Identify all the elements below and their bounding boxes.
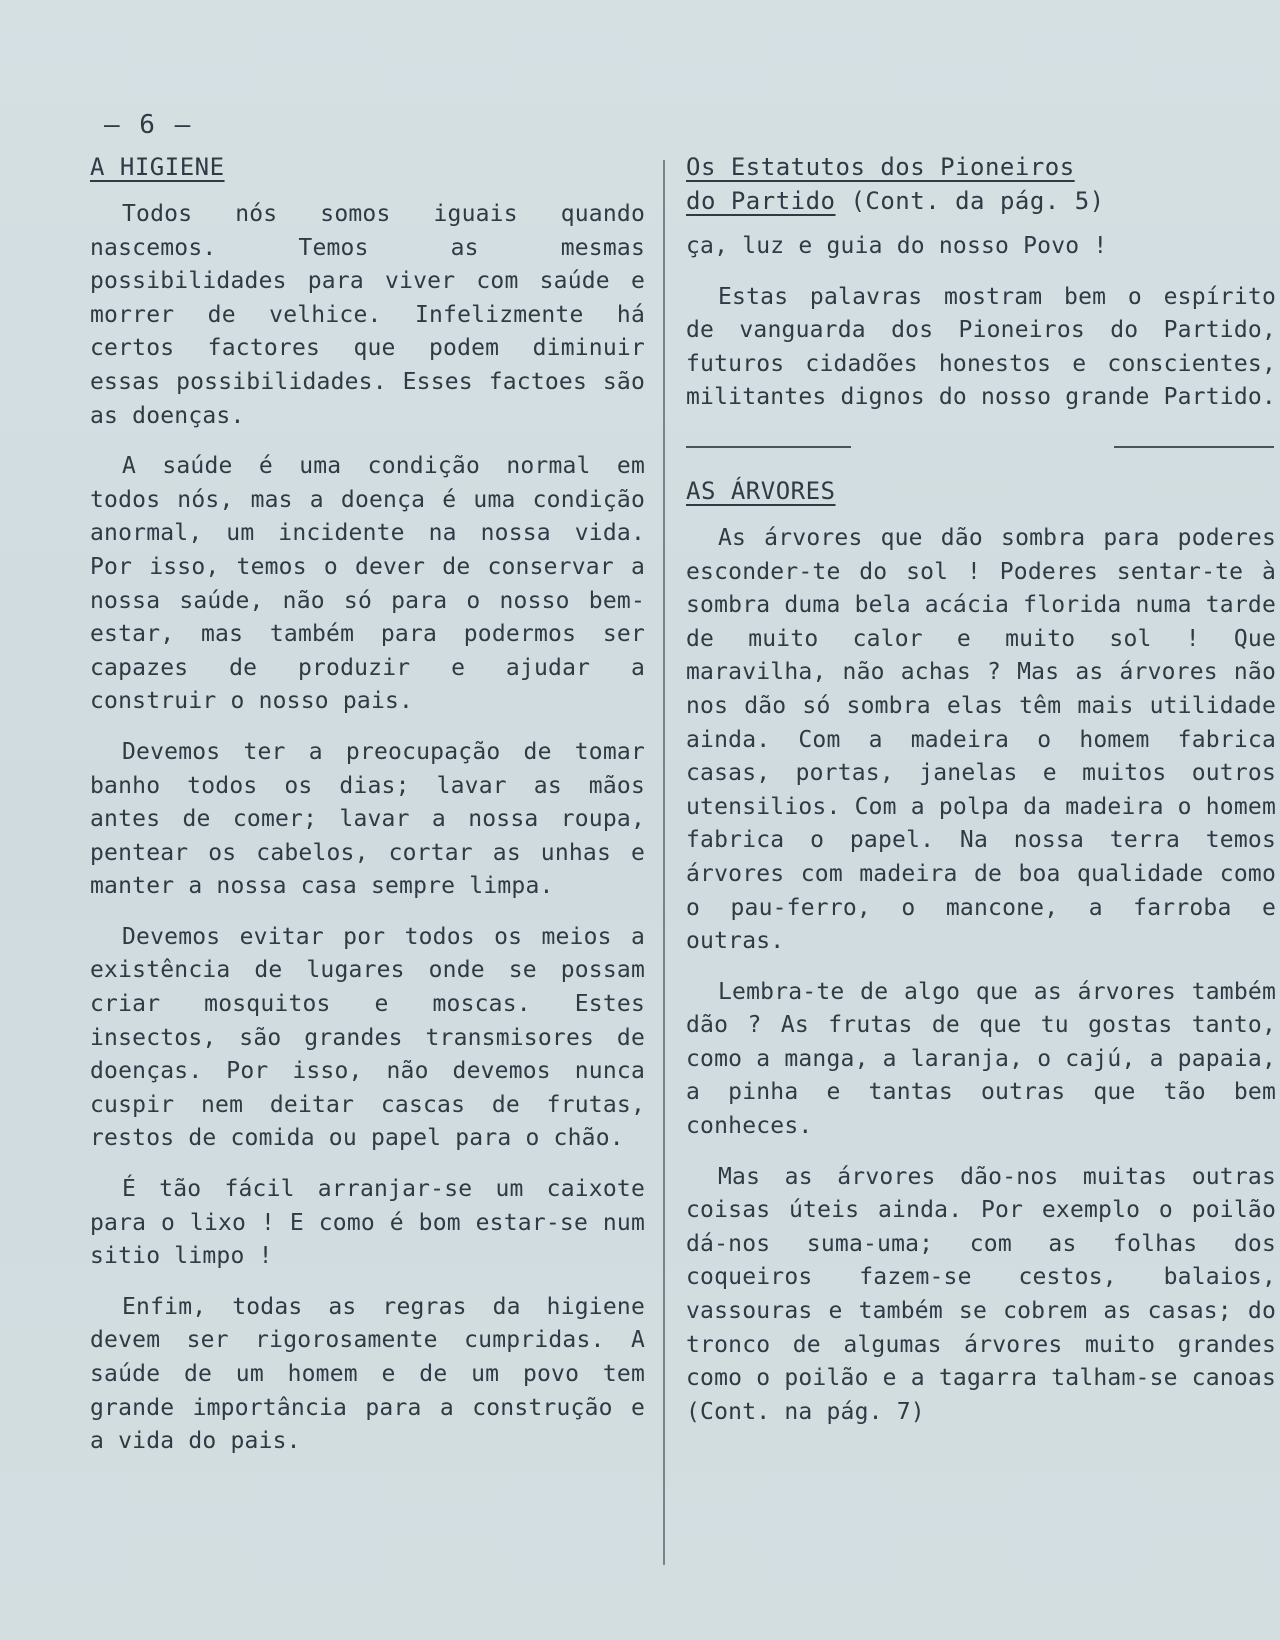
page-number: – 6 –: [104, 110, 193, 140]
separator-rule: [1114, 446, 1274, 448]
left-column: [90, 150, 645, 1476]
title-line: do Partido: [686, 187, 836, 215]
column-divider: [663, 160, 665, 1565]
paragraph: Todos nós somos iguais quando nascemos. Temos as mesmas possibilidades para viver com saúde e morrer de velhice. Infelizmente há certos factores que podem diminuir essas possibilidades. Esses factoes são as doenças.: [90, 201, 645, 429]
continued-to-ref: (Cont. na pág. 7): [686, 1398, 925, 1425]
right-column: [686, 150, 1276, 1446]
article-title-higiene: A HIGIENE: [90, 153, 225, 181]
section-separator: [686, 432, 1276, 466]
article-title-arvores: AS ÁRVORES: [686, 476, 836, 505]
paragraph: Devemos ter a preocupação de tomar banho todos os dias; lavar as mãos antes de comer; lavar a nossa roupa, pentear os cabelos, cortar as unhas e manter a nossa casa sempre limpa.: [90, 738, 645, 900]
paragraph: [686, 1161, 1276, 1430]
article-title-estatutos: [686, 150, 1276, 218]
title-line: Os Estatutos dos Pioneiros: [686, 153, 1075, 181]
paragraph: Enfim, todas as regras da higiene devem ser rigorosamente cumpridas. A saúde de um homem e de um povo tem grande importância para a construção e a vida do pais.: [90, 1293, 645, 1455]
paragraph: Lembra-te de algo que as árvores também dão ? As frutas de que tu gostas tanto, como a manga, a laranja, o cajú, a papaia, a pinha e tantas outras que tão bem conheces.: [686, 978, 1276, 1140]
paragraph: ça, luz e guia do nosso Povo !: [686, 233, 1108, 259]
separator-rule: [686, 446, 851, 448]
paragraph: Devemos evitar por todos os meios a existência de lugares onde se possam criar mosquitos e moscas. Estes insectos, são grandes transmisores de doenças. Por isso, não devemos nunca cuspir nem deitar cascas de frutas, restos de comida ou papel para o chão.: [90, 923, 645, 1152]
paragraph: Estas palavras mostram bem o espírito de vanguarda dos Pioneiros do Partido, futuros cidadões honestos e conscientes, militantes dignos do nosso grande Partido.: [686, 283, 1276, 411]
continued-from-ref: (Cont. da pág. 5): [850, 187, 1105, 215]
paragraph-text: Mas as árvores dão-nos muitas outras coisas úteis ainda. Por exemplo o poilão dá-nos suma-uma; com as folhas dos coqueiros fazem-se cestos, balaios, vassouras e também se cobrem as casas; do tronco de algumas árvores muito grandes como o poilão e a tagarra talham-se canoas: [686, 1163, 1276, 1392]
paragraph: As árvores que dão sombra para poderes esconder-te do sol ! Poderes sentar-te à sombra duma bela acácia florida numa tarde de muito calor e muito sol ! Que maravilha, não achas ? Mas as árvores não nos dão só sombra elas têm mais utilidade ainda. Com a madeira o homem fabrica casas, portas, janelas e muitos outros utensilios. Com a polpa da madeira o homem fabrica o papel. Na nossa terra temos árvores com madeira de boa qualidade como o pau-ferro, o mancone, a farroba e outras.: [686, 524, 1276, 955]
paragraph: É tão fácil arranjar-se um caixote para o lixo ! E como é bom estar-se num sitio limpo !: [90, 1176, 645, 1270]
paragraph: A saúde é uma condição normal em todos nós, mas a doença é uma condição anormal, um incidente na nossa vida. Por isso, temos o dever de conservar a nossa saúde, não só para o nosso bem-estar, mas também para podermos ser capazes de produzir e ajudar a construir o nosso pais.: [90, 453, 645, 715]
